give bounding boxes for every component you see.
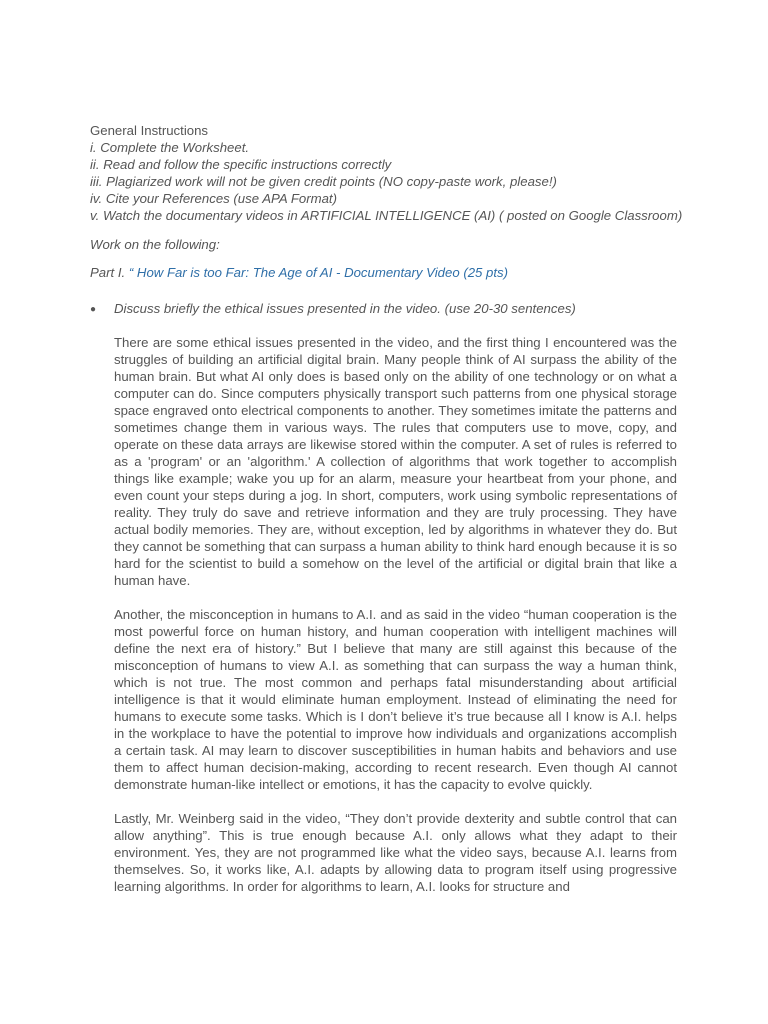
part-heading <box>90 264 508 281</box>
answer-paragraph: There are some ethical issues presented in the video, and the first thing I encountered was the struggles of building an artificial digital brain. Many people think of AI surpass the ability of the human brain. But what AI only does is based only on the ability of one technology or on what a computer can do. Since computers physically transport such patterns from one physical storage space engraved onto electrical components to another. They sometimes imitate the patterns and sometimes change them in various ways. The rules that computers use to move, copy, and operate on these data arrays are likewise stored within the computer. A set of rules is referred to as a 'program' or an 'algorithm.' A collection of algorithms that work together to accomplish things like example; wake you up for an alarm, measure your heartbeat from your phone, and even count your steps during a jog. In short, computers, work using symbolic representations of reality. They truly do save and retrieve information and they are truly processing. They have actual bodily memories. They are, without exception, led by algorithms in whatever they do. But they cannot be something that can surpass a human ability to think hard enough because it is so hard for the scientist to build a somehow on the level of the artificial or digital brain that like a human have. <box>114 335 677 588</box>
general-instructions <box>90 122 710 224</box>
instruction-item: i. Complete the Worksheet. <box>90 140 250 155</box>
part-label: Part I. <box>90 265 126 280</box>
answer-paragraph: Another, the misconception in humans to A.I. and as said in the video “human cooperation is the most powerful force on human history, and human cooperation with intelligent machines will define the next era of history.” But I believe that many are still against this because of the misconception of humans to view A.I. as something that can surpass the way a human think, which is not true. The most common and perhaps fatal misunderstanding about artificial intelligence is that it would eliminate human employment. Instead of eliminating the need for humans to execute some tasks. Which is I don’t believe it’s true because all I know is A.I. helps in the workplace to have the potential to improve how individuals and organizations accomplish a certain task. AI may learn to discover susceptibilities in human habits and behaviors and use them to affect human decision-making, according to recent research. Even though AI cannot demonstrate human-like intellect or emotions, it has the capacity to evolve quickly. <box>114 607 677 792</box>
bullet-text: Discuss briefly the ethical issues presented in the video. (use 20-30 sentences) <box>114 301 576 316</box>
instructions-heading: General Instructions <box>90 123 209 138</box>
instruction-item: iv. Cite your References (use APA Format) <box>90 191 337 206</box>
instruction-item: v. Watch the documentary videos in ARTIFICIAL INTELLIGENCE (AI) ( posted on Google Classroom) <box>90 208 683 223</box>
part-title: “ How Far is too Far: The Age of AI - Documentary Video (25 pts) <box>128 265 509 280</box>
bullet-icon: ● <box>90 304 97 315</box>
bullet-item <box>90 300 576 319</box>
answer-body <box>114 334 677 912</box>
work-on-label: Work on the following: <box>90 237 220 252</box>
instruction-item: iii. Plagiarized work will not be given credit points (NO copy-paste work, please!) <box>90 174 557 189</box>
instruction-item: ii. Read and follow the specific instructions correctly <box>90 157 392 172</box>
answer-paragraph: Lastly, Mr. Weinberg said in the video, “They don’t provide dexterity and subtle control that can allow anything”. This is true enough because A.I. only allows what they adapt to their environment. Yes, they are not programmed like what the video says, because A.I. learns from themselves. So, it works like, A.I. adapts by allowing data to program itself using progressive learning algorithms. In order for algorithms to learn, A.I. looks for structure and <box>114 811 677 894</box>
